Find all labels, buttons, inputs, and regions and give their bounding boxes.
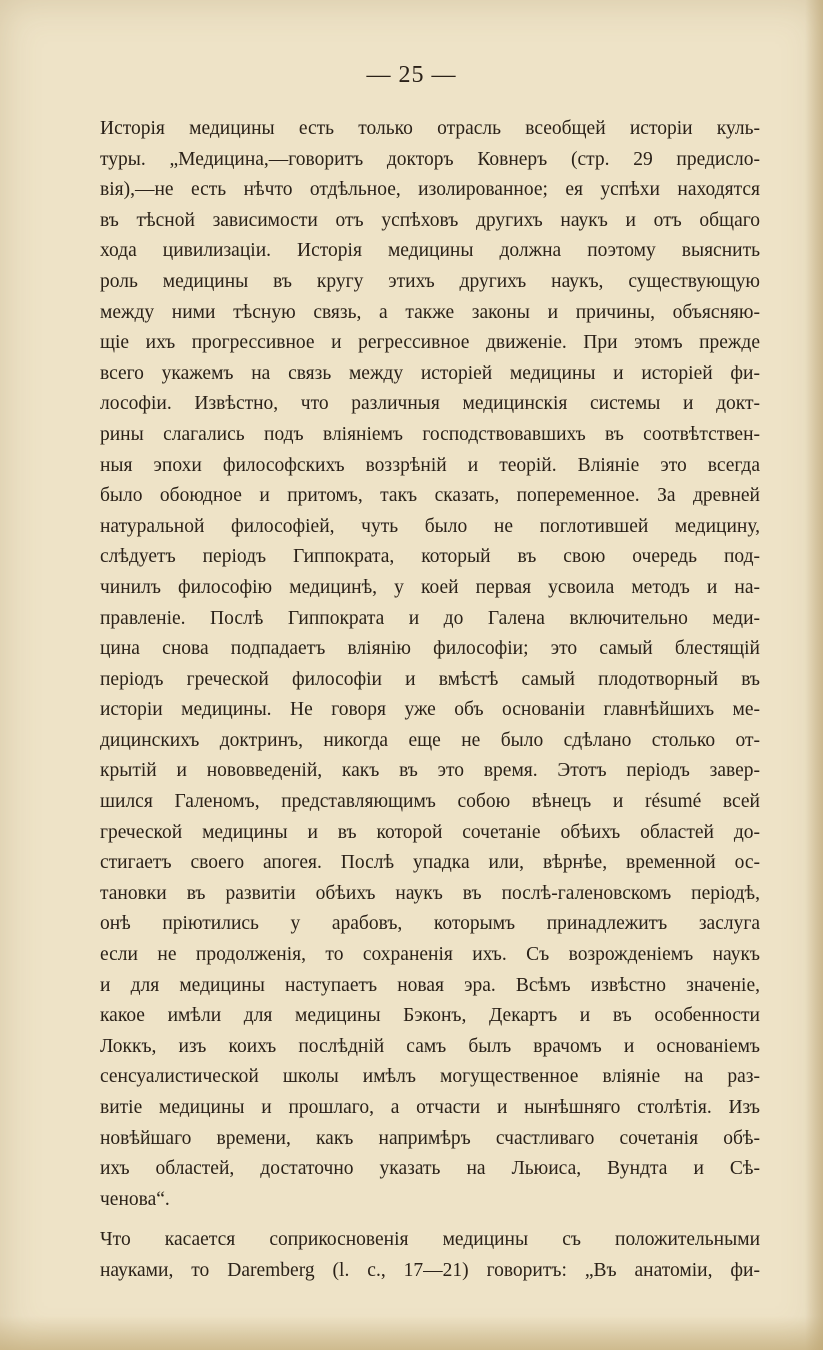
paragraph-2	[100, 1225, 760, 1286]
text-line: цина снова подпадаетъ вліянію философіи; это самый блестящій	[100, 638, 760, 660]
text-line: слѣдуетъ періодъ Гиппократа, который въ свою очередь под-	[100, 546, 760, 568]
text-line: исторіи медицины. Не говоря уже объ основаніи главнѣйшихъ ме-	[100, 699, 760, 721]
text-line: ихъ областей, достаточно указать на Льюиса, Вундта и Сѣ-	[100, 1158, 760, 1180]
text-line: какое имѣли для медицины Бэконъ, Декартъ и въ особенности	[100, 1005, 760, 1027]
body-text	[100, 114, 760, 1287]
paragraph-1	[100, 114, 760, 1215]
text-line: туры. „Медицина,—говоритъ докторъ Ковнеръ (стр. 29 предисло-	[100, 148, 760, 170]
page-number: — 25 —	[366, 62, 457, 88]
text-line: и для медицины наступаетъ новая эра. Всѣмъ извѣстно значеніе,	[100, 974, 760, 996]
text-line: Исторія медицины есть только отрасль всеобщей исторіи куль-	[100, 118, 760, 139]
text-line: между ними тѣсную связь, а также законы и причины, объясняю-	[100, 301, 760, 323]
paragraph-gap	[100, 1215, 760, 1225]
text-line: ченова“.	[100, 1188, 170, 1210]
text-line: рины слагались подъ вліяніемъ господствовавшихъ въ соотвѣтствен-	[100, 423, 760, 445]
text-line: стигаетъ своего апогея. Послѣ упадка или, вѣрнѣе, временной ос-	[100, 852, 760, 874]
text-line: всего укажемъ на связь между исторіей медицины и исторіей фи-	[100, 362, 760, 384]
text-line: лософіи. Извѣстно, что различныя медицинскія системы и докт-	[100, 393, 760, 415]
text-line: крытій и нововведеній, какъ въ это время. Этотъ періодъ завер-	[100, 760, 760, 782]
text-line: если не продолженія, то сохраненія ихъ. Съ возрожденіемъ наукъ	[100, 944, 760, 966]
text-line: роль медицины въ кругу этихъ другихъ наукъ, существующую	[100, 270, 760, 292]
text-line: онѣ пріютились у арабовъ, которымъ принадлежитъ заслуга	[100, 913, 760, 935]
text-line: вія),—не есть нѣчто отдѣльное, изолированное; ея успѣхи находятся	[100, 179, 760, 201]
page-edge-shadow	[805, 0, 823, 1350]
text-line: тановки въ развитіи обѣихъ наукъ въ послѣ-галеновскомъ періодѣ,	[100, 882, 760, 904]
text-line: Что касается соприкосновенія медицины съ положительными	[100, 1229, 760, 1251]
text-line: щіе ихъ прогрессивное и регрессивное движеніе. При этомъ прежде	[100, 332, 760, 354]
text-line: сенсуалистической школы имѣлъ могущественное вліяніе на раз-	[100, 1066, 760, 1088]
text-line: было обоюдное и притомъ, такъ сказать, попеременное. За древней	[100, 485, 760, 507]
text-line: шился Галеномъ, представляющимъ собою вѣнецъ и résumé всей	[100, 791, 760, 813]
text-line: правленіе. Послѣ Гиппократа и до Галена включительно меди-	[100, 607, 760, 629]
text-line: новѣйшаго времени, какъ напримѣръ счастливаго сочетанія обѣ-	[100, 1127, 760, 1149]
text-line: Локкъ, изъ коихъ послѣдній самъ былъ врачомъ и основаніемъ	[100, 1035, 760, 1057]
text-line: науками, то Daremberg (l. c., 17—21) говоритъ: „Въ анатоміи, фи-	[100, 1259, 760, 1281]
text-line: хода цивилизаціи. Исторія медицины должна поэтому выяснить	[100, 240, 760, 262]
text-line: въ тѣсной зависимости отъ успѣховъ другихъ наукъ и отъ общаго	[100, 209, 760, 231]
text-line: дицинскихъ доктринъ, никогда еще не было сдѣлано столько от-	[100, 729, 760, 751]
page-bottom-shadow	[0, 1316, 823, 1350]
text-line: періодъ греческой философіи и вмѣстѣ самый плодотворный въ	[100, 668, 760, 690]
text-line: натуральной философіей, чуть было не поглотившей медицину,	[100, 515, 760, 537]
text-line: чинилъ философію медицинѣ, у коей первая усвоила методъ и на-	[100, 576, 760, 598]
text-line: витіе медицины и прошлаго, а отчасти и нынѣшняго столѣтія. Изъ	[100, 1097, 760, 1118]
text-line: греческой медицины и въ которой сочетаніе обѣихъ областей до-	[100, 821, 760, 843]
text-line: ныя эпохи философскихъ воззрѣній и теорій. Вліяніе это всегда	[100, 454, 760, 476]
